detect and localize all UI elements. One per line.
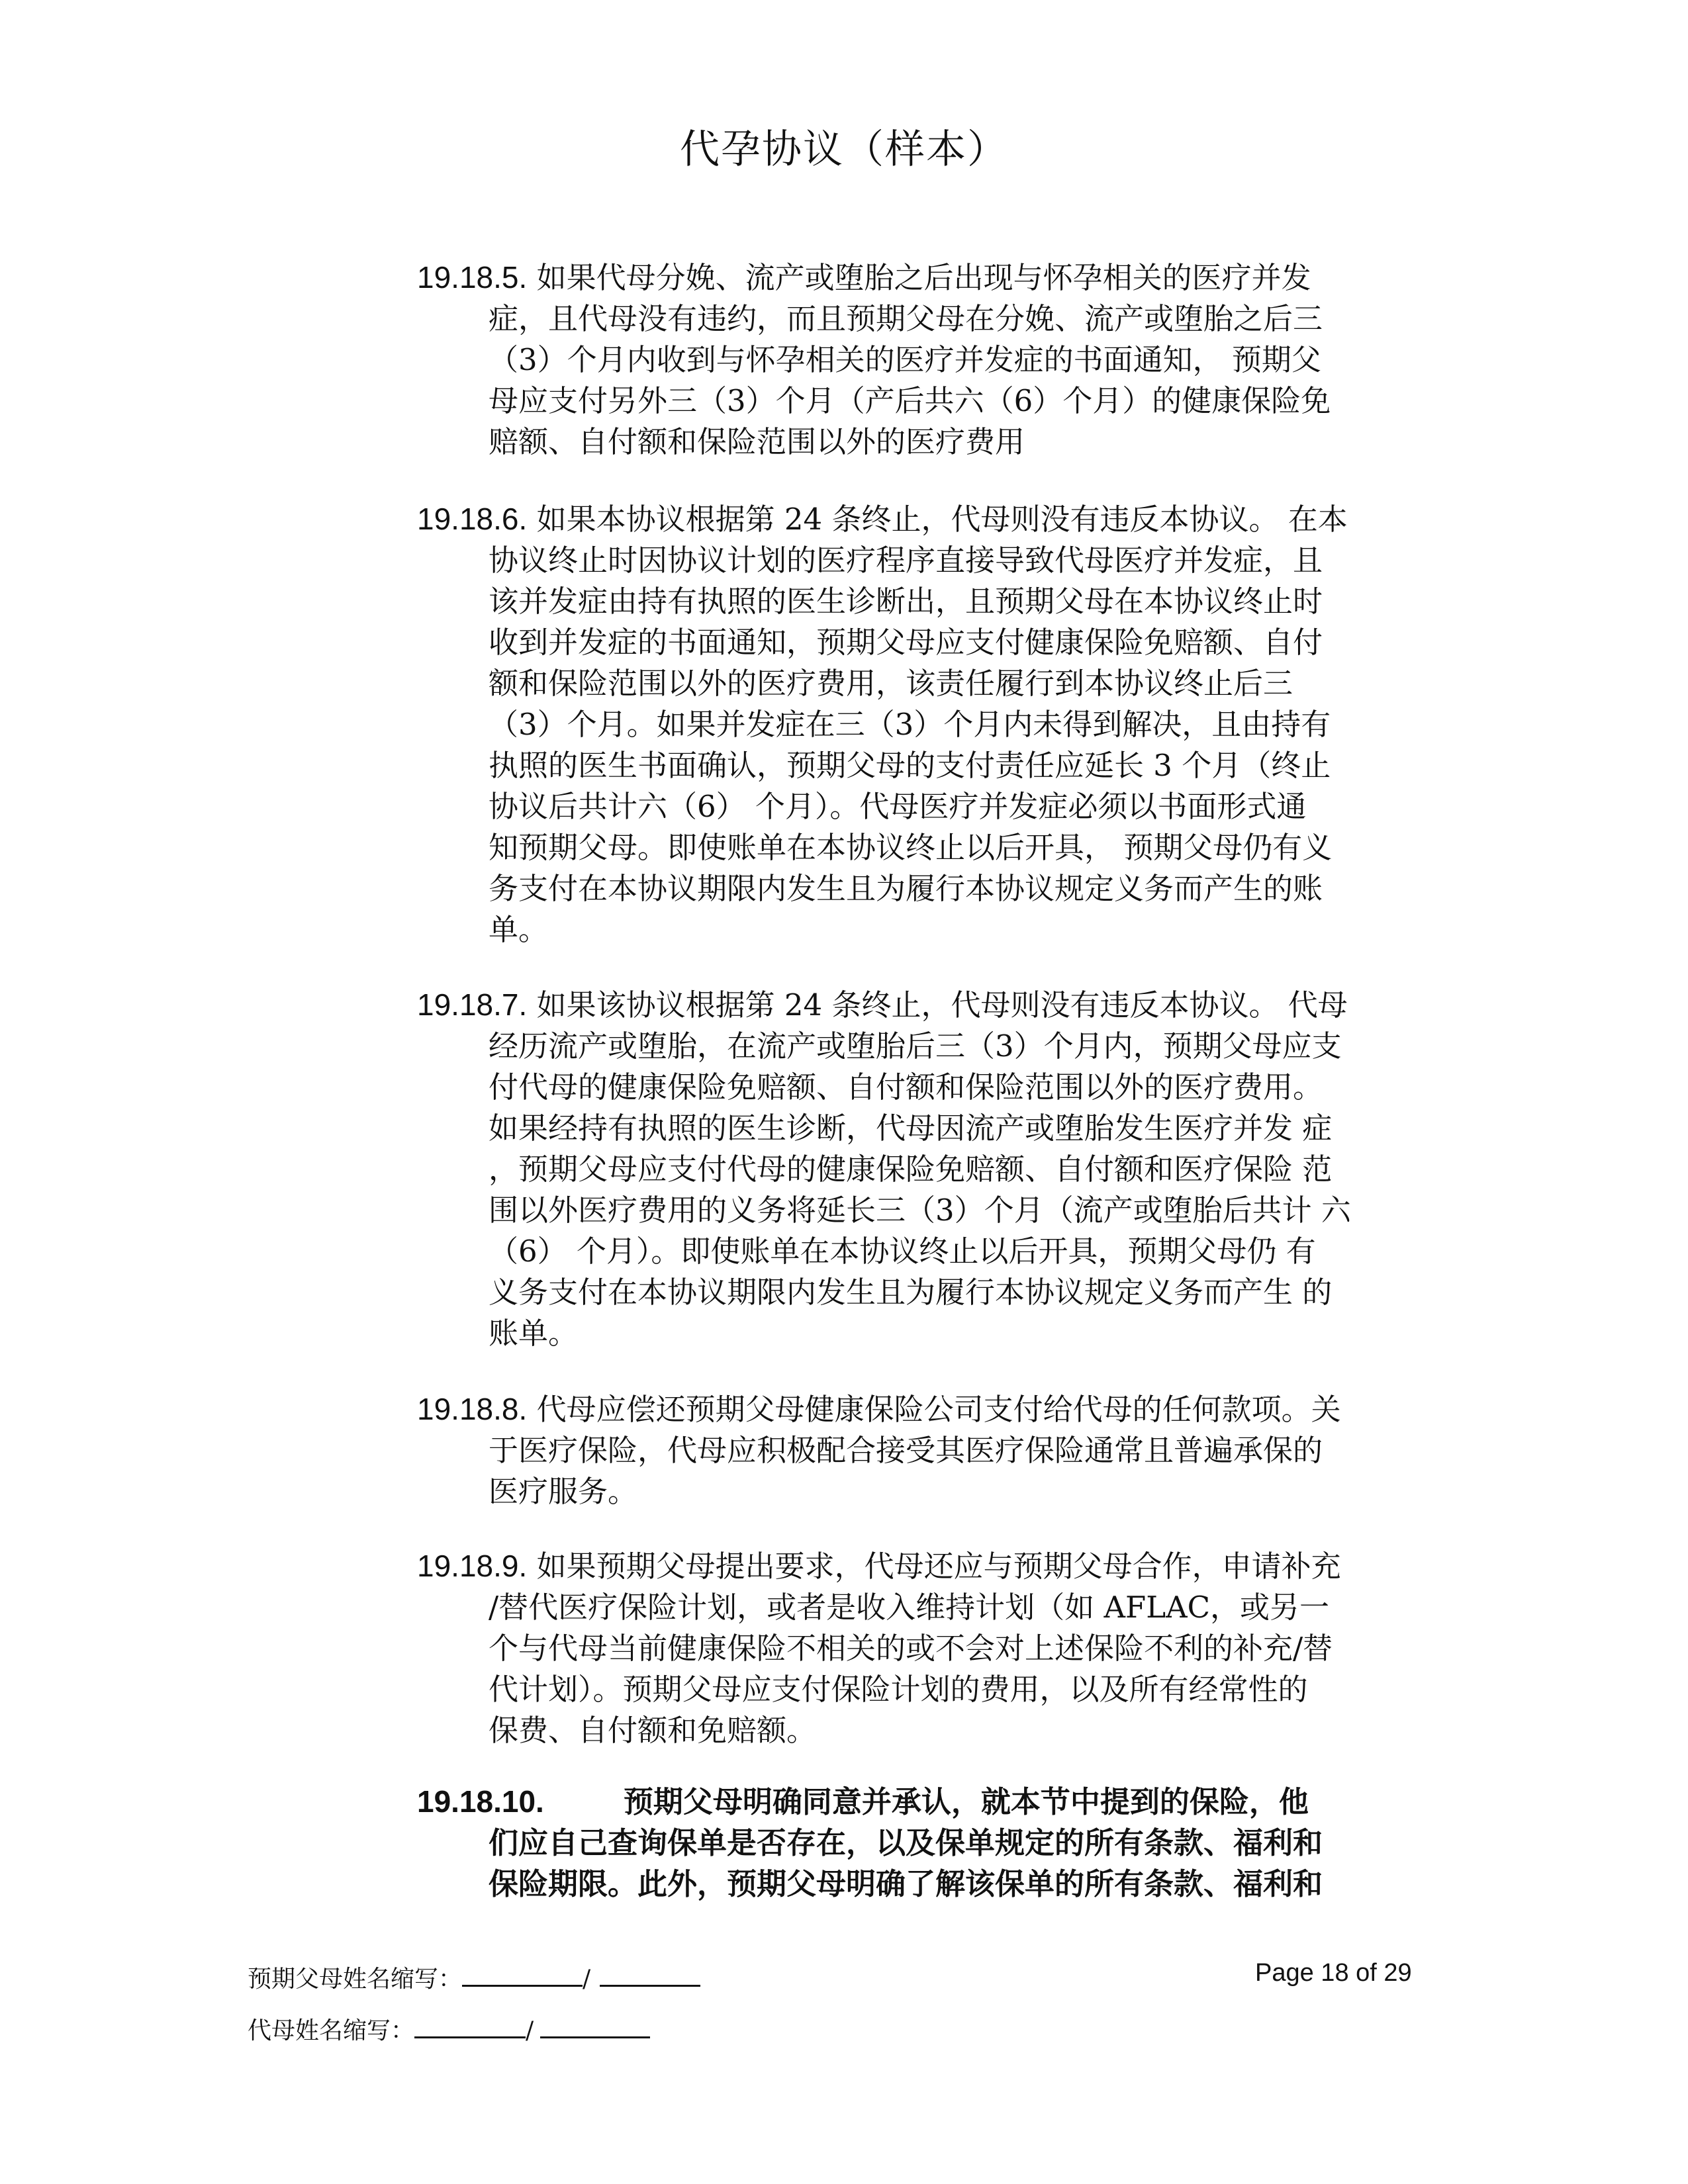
clause-number: 19.18.5. <box>417 260 528 295</box>
clause-number: 19.18.7. <box>417 987 528 1022</box>
clause-line: 保险期限。此外，预期父母明确了解该保单的所有条款、福利和 <box>489 1866 1323 1901</box>
clause-line: （3）个月内收到与怀孕相关的医疗并发症的书面通知， 预期父 <box>489 342 1321 377</box>
clause-line: 协议后共计六（6） 个月）。代母医疗并发症必须以书面形式通 <box>489 789 1307 824</box>
clause-number: 19.18.6. <box>417 502 528 536</box>
clause-line: （6） 个月）。即使账单在本协议终止以后开具，预期父母仍 有 <box>489 1234 1316 1269</box>
clause-line: 如果经持有执照的医生诊断，代母因流产或堕胎发生医疗并发 症 <box>489 1111 1333 1146</box>
clause-line: /替代医疗保险计划，或者是收入维持计划（如 AFLAC，或另一 <box>489 1590 1329 1625</box>
clause-19-18-5 <box>417 257 1436 463</box>
clause-line: 务支付在本协议期限内发生且为履行本协议规定义务而产生的账 <box>489 871 1323 906</box>
clause-number: 19.18.9. <box>417 1549 528 1583</box>
clause-line: 知预期父母。即使账单在本协议终止以后开具， 预期父母仍有义 <box>489 830 1333 865</box>
initials-separator: / <box>526 2017 534 2044</box>
clause-number: 19.18.10. <box>417 1784 544 1819</box>
clause-line: 经历流产或堕胎，在流产或堕胎后三（3）个月内，预期父母应支 <box>489 1028 1342 1064</box>
clause-number: 19.18.8. <box>417 1392 528 1426</box>
clause-line: 19.18.7. 如果该协议根据第 24 条终止，代母则没有违反本协议。 代母 <box>417 987 1348 1023</box>
clause-19-18-7 <box>417 984 1436 1354</box>
clause-line: （3）个月。如果并发症在三（3）个月内未得到解决，且由持有 <box>489 707 1331 742</box>
clause-line: 账单。 <box>489 1316 579 1351</box>
surrogate-initials-field-2[interactable] <box>540 2017 650 2038</box>
clause-line: 单。 <box>489 912 549 947</box>
parents-initials-label: 预期父母姓名缩写： <box>248 1966 463 1993</box>
clause-line: 们应自己查询保单是否存在，以及保单规定的所有条款、福利和 <box>489 1825 1323 1860</box>
parents-initials-field-2[interactable] <box>600 1965 700 1987</box>
clause-line: 19.18.9. 如果预期父母提出要求，代母还应与预期父母合作，申请补充 <box>417 1549 1341 1584</box>
clause-19-18-8 <box>417 1388 1436 1512</box>
clause-line: 代计划）。预期父母应支付保险计划的费用，以及所有经常性的 <box>489 1672 1308 1707</box>
clause-19-18-10 <box>417 1781 1436 1905</box>
clause-line: 该并发症由持有执照的医生诊断出，且预期父母在本协议终止时 <box>489 584 1323 619</box>
surrogate-initials-label: 代母姓名缩写： <box>248 2017 415 2044</box>
clause-line: 症，且代母没有违约，而且预期父母在分娩、流产或堕胎之后三 <box>489 301 1323 336</box>
surrogate-initials-line <box>248 2012 650 2046</box>
clause-line: 19.18.8. 代母应偿还预期父母健康保险公司支付给代母的任何款项。关 <box>417 1392 1341 1427</box>
initials-separator: / <box>583 1966 591 1993</box>
clause-line: 19.18.6. 如果本协议根据第 24 条终止，代母则没有违反本协议。 在本 <box>417 502 1348 537</box>
clause-line: 母应支付另外三（3）个月（产后共六（6）个月）的健康保险免 <box>489 383 1331 418</box>
document-title: 代孕协议（样本） <box>680 126 1008 173</box>
clause-line: 收到并发症的书面通知，预期父母应支付健康保险免赔额、自付 <box>489 625 1323 660</box>
clause-line: 个与代母当前健康保险不相关的或不会对上述保险不利的补充/替 <box>489 1631 1333 1666</box>
clause-19-18-9 <box>417 1545 1436 1751</box>
clause-line: 医疗服务。 <box>489 1474 638 1509</box>
surrogate-initials-field-1[interactable] <box>414 2017 526 2038</box>
page-number: Page 18 of 29 <box>1255 1959 1412 1987</box>
clause-line: 额和保险范围以外的医疗费用，该责任履行到本协议终止后三 <box>489 666 1293 701</box>
clause-line: 赔额、自付额和保险范围以外的医疗费用 <box>489 424 1025 459</box>
parents-initials-line <box>248 1960 700 1994</box>
clause-line: 保费、自付额和免赔额。 <box>489 1713 817 1748</box>
clause-line: 于医疗保险，代母应积极配合接受其医疗保险通常且普遍承保的 <box>489 1433 1323 1468</box>
clause-line: 19.18.5. 如果代母分娩、流产或堕胎之后出现与怀孕相关的医疗并发 <box>417 260 1311 295</box>
clause-line: 19.18.10. 预期父母明确同意并承认，就本节中提到的保险，他 <box>417 1784 1309 1819</box>
clause-line: 围以外医疗费用的义务将延长三（3）个月（流产或堕胎后共计 六 <box>489 1193 1351 1228</box>
clause-line: ，预期父母应支付代母的健康保险免赔额、自付额和医疗保险 范 <box>489 1152 1333 1187</box>
clause-line: 执照的医生书面确认，预期父母的支付责任应延长 3 个月（终止 <box>489 748 1331 783</box>
clause-line: 协议终止时因协议计划的医疗程序直接导致代母医疗并发症，且 <box>489 543 1323 578</box>
clause-line: 付代母的健康保险免赔额、自付额和保险范围以外的医疗费用。 <box>489 1069 1323 1105</box>
clause-line: 义务支付在本协议期限内发生且为履行本协议规定义务而产生 的 <box>489 1275 1333 1310</box>
parents-initials-field-1[interactable] <box>462 1965 583 1987</box>
clause-19-18-6 <box>417 498 1436 950</box>
